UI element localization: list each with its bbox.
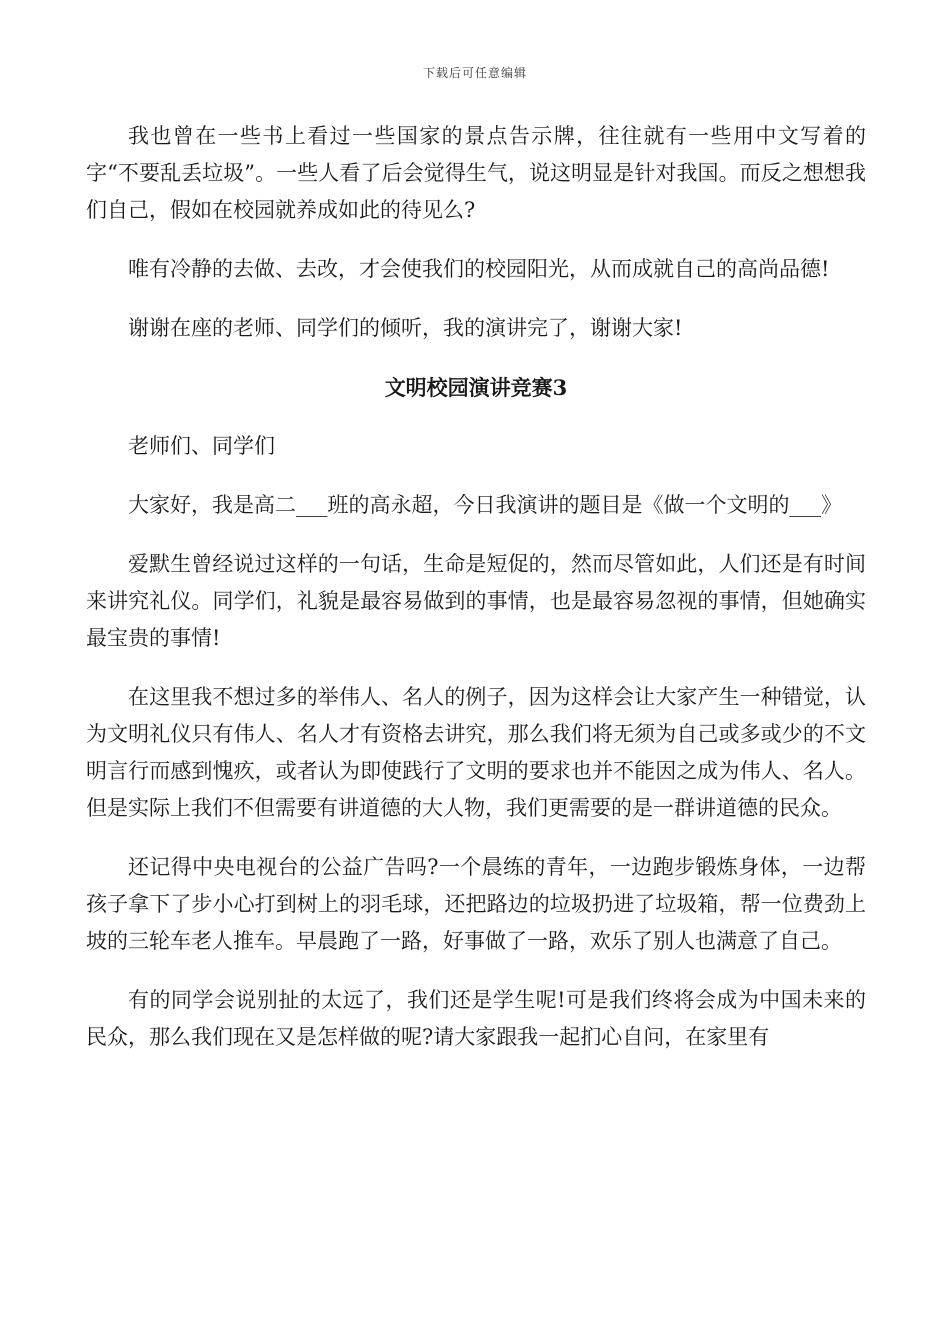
section-title: 文明校园演讲竞赛3 bbox=[384, 375, 568, 400]
paragraph: 有的同学会说别扯的太远了，我们还是学生呢!可是我们终将会成为中国未来的民众，那么我们现在又是怎样做的呢?请大家跟我一起扪心自问，在家里有 bbox=[86, 988, 866, 1049]
paragraph: 老师们、同学们 bbox=[128, 434, 275, 458]
document-body bbox=[86, 118, 866, 1078]
page-header: 下载后可任意编辑 bbox=[422, 66, 527, 80]
paragraph: 谢谢在座的老师、同学们的倾听，我的演讲完了，谢谢大家! bbox=[128, 316, 683, 340]
paragraph: 我也曾在一些书上看过一些国家的景点告示牌，往往就有一些用中文写着的字“不要乱丢垃圾”。一些人看了后会觉得生气，说这明显是针对我国。而反之想想我们自己，假如在校园就养成如此的待见么? bbox=[86, 124, 866, 222]
paragraph: 在这里我不想过多的举伟人、名人的例子，因为这样会让大家产生一种错觉，认为文明礼仪只有伟人、名人才有资格去讲究，那么我们将无须为自己或多或少的不文明言行而感到愧疚，或者认为即使践行了文明的要求也并不能因之成为伟人、名人。但是实际上我们不但需要有讲道德的大人物，我们更需要的是一群讲道德的民众。 bbox=[86, 685, 866, 820]
paragraph: 唯有冷静的去做、去改，才会使我们的校园阳光，从而成就自己的高尚品德! bbox=[128, 257, 830, 281]
paragraph: 爱默生曾经说过这样的一句话，生命是短促的，然而尽管如此，人们还是有时间来讲究礼仪。同学们，礼貌是最容易做到的事情，也是最容易忽视的事情，但她确实最宝贵的事情! bbox=[86, 552, 866, 650]
paragraph: 还记得中央电视台的公益广告吗?一个晨练的青年，一边跑步锻炼身体，一边帮孩子拿下了步小心打到树上的羽毛球，还把路边的垃圾扔进了垃圾箱，帮一位费劲上坡的三轮车老人推车。早晨跑了一路，好事做了一路，欢乐了别人也满意了自己。 bbox=[86, 855, 866, 953]
paragraph: 大家好，我是高二___班的高永超，今日我演讲的题目是《做一个文明的___》 bbox=[128, 493, 842, 517]
